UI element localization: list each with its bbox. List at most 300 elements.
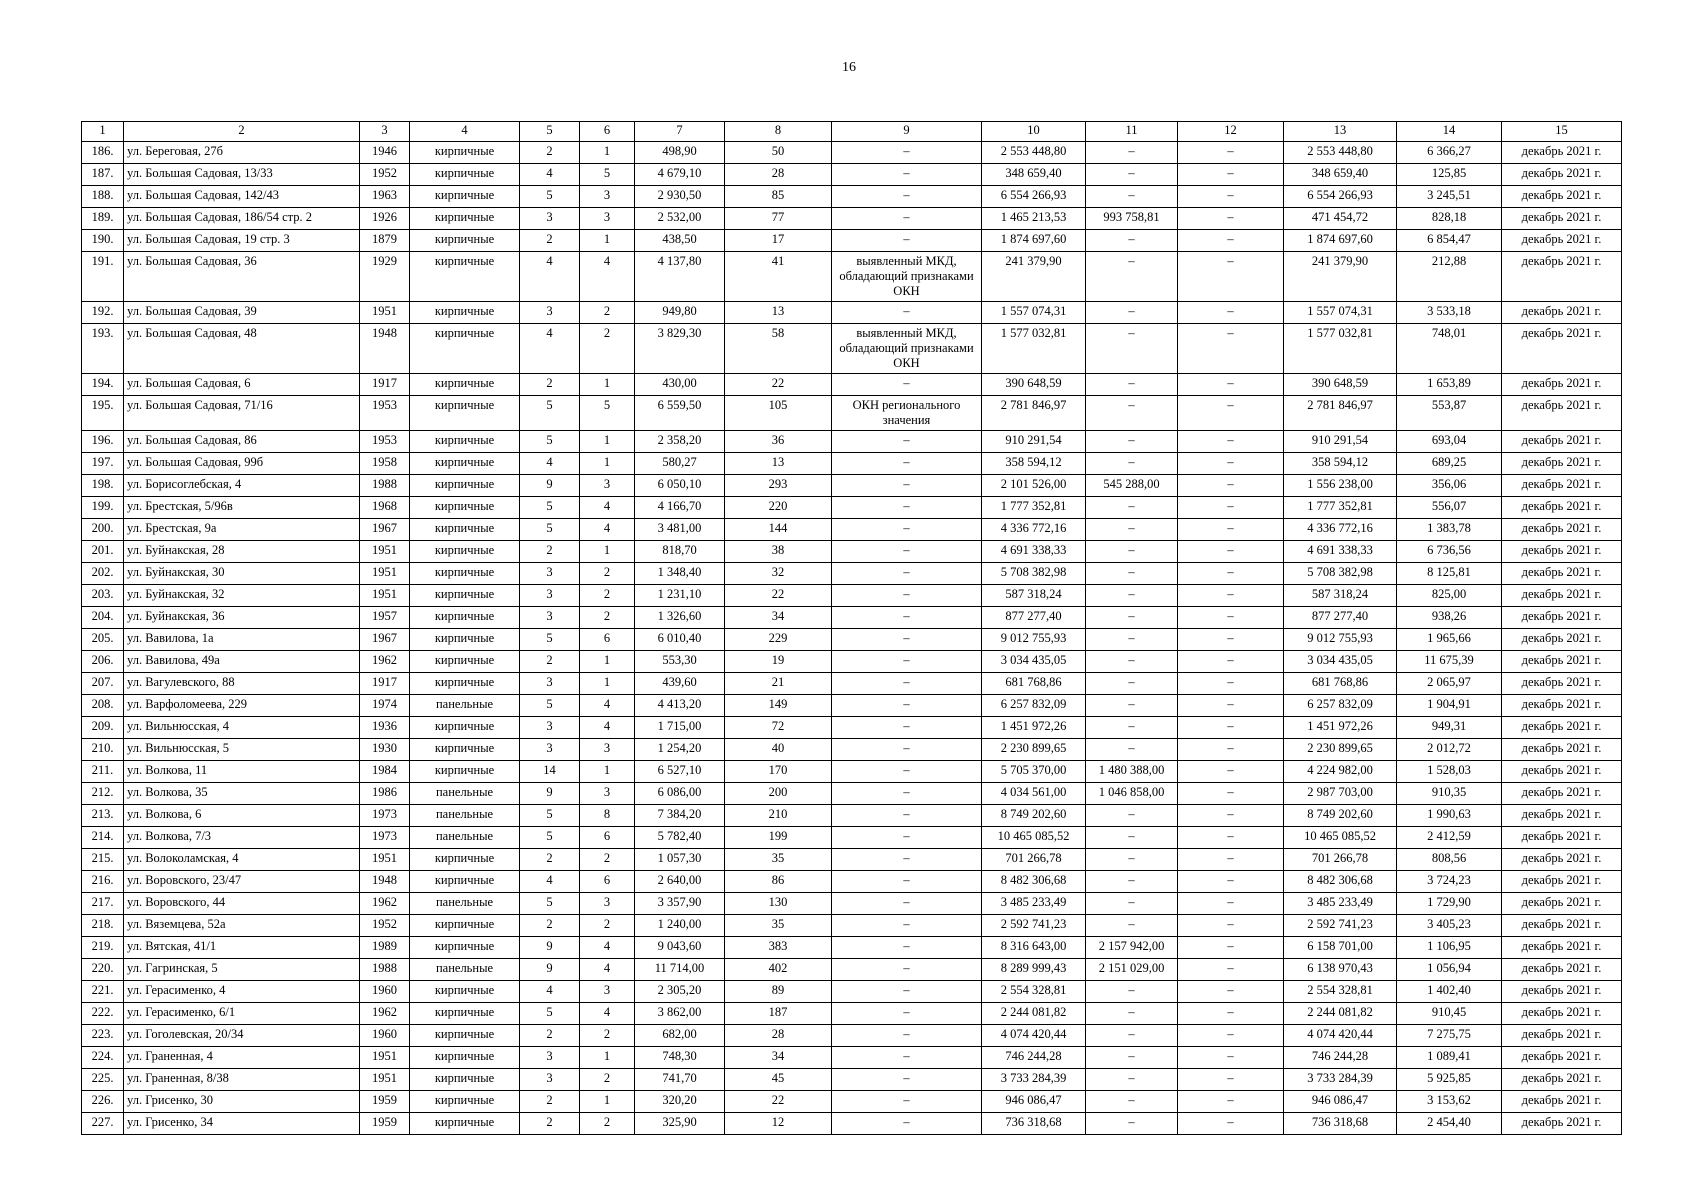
address-cell: ул. Грисенко, 34 — [124, 1113, 360, 1135]
table-cell: 2 — [520, 142, 580, 164]
table-cell: 1953 — [360, 396, 410, 431]
table-row — [82, 497, 1622, 519]
table-cell: – — [1086, 915, 1178, 937]
address-cell: ул. Вяземцева, 52а — [124, 915, 360, 937]
table-cell: 1951 — [360, 849, 410, 871]
table-cell: 4 679,10 — [635, 164, 725, 186]
table-row — [82, 937, 1622, 959]
table-cell: 741,70 — [635, 1069, 725, 1091]
table-cell: 223. — [82, 1025, 124, 1047]
table-cell: 3 481,00 — [635, 519, 725, 541]
table-cell: 3 — [580, 783, 635, 805]
table-cell: кирпичные — [410, 1025, 520, 1047]
table-cell: – — [832, 1003, 982, 1025]
table-cell: 1948 — [360, 324, 410, 374]
table-cell: 5 — [520, 695, 580, 717]
address-cell: ул. Буйнакская, 28 — [124, 541, 360, 563]
table-cell: – — [832, 717, 982, 739]
table-cell: 1 557 074,31 — [982, 302, 1086, 324]
table-cell: 1952 — [360, 164, 410, 186]
table-cell: декабрь 2021 г. — [1502, 453, 1622, 475]
address-cell: ул. Большая Садовая, 19 стр. 3 — [124, 230, 360, 252]
table-cell: – — [832, 783, 982, 805]
table-cell: 4 166,70 — [635, 497, 725, 519]
table-cell: декабрь 2021 г. — [1502, 651, 1622, 673]
table-row — [82, 302, 1622, 324]
table-cell: 1 — [580, 673, 635, 695]
table-cell: 38 — [725, 541, 832, 563]
table-cell: 1 528,03 — [1397, 761, 1502, 783]
table-cell: 6 366,27 — [1397, 142, 1502, 164]
table-cell: декабрь 2021 г. — [1502, 208, 1622, 230]
table-cell: 2 244 081,82 — [1284, 1003, 1397, 1025]
table-cell: 1917 — [360, 673, 410, 695]
table-cell: 2 — [520, 230, 580, 252]
table-cell: декабрь 2021 г. — [1502, 142, 1622, 164]
table-cell: – — [1178, 1003, 1284, 1025]
table-cell: 1917 — [360, 374, 410, 396]
table-cell: декабрь 2021 г. — [1502, 871, 1622, 893]
column-header: 11 — [1086, 122, 1178, 142]
table-cell: 1 480 388,00 — [1086, 761, 1178, 783]
table-cell: 224. — [82, 1047, 124, 1069]
table-cell: 471 454,72 — [1284, 208, 1397, 230]
table-cell: 2 151 029,00 — [1086, 959, 1178, 981]
table-cell: 946 086,47 — [982, 1091, 1086, 1113]
table-cell: – — [832, 761, 982, 783]
table-cell: 1962 — [360, 1003, 410, 1025]
table-cell: – — [1178, 302, 1284, 324]
table-cell: декабрь 2021 г. — [1502, 717, 1622, 739]
table-cell: – — [1178, 519, 1284, 541]
table-cell: кирпичные — [410, 981, 520, 1003]
table-cell: – — [1086, 849, 1178, 871]
table-cell: 1 874 697,60 — [982, 230, 1086, 252]
table-cell: 5 — [520, 497, 580, 519]
table-row — [82, 431, 1622, 453]
table-cell: 9 — [520, 475, 580, 497]
table-cell: кирпичные — [410, 497, 520, 519]
table-cell: – — [1178, 396, 1284, 431]
table-cell: – — [832, 893, 982, 915]
table-cell: 3 — [520, 563, 580, 585]
table-cell: 8 482 306,68 — [1284, 871, 1397, 893]
table-cell: декабрь 2021 г. — [1502, 981, 1622, 1003]
table-cell: 4 074 420,44 — [1284, 1025, 1397, 1047]
table-cell: 21 — [725, 673, 832, 695]
table-cell: 229 — [725, 629, 832, 651]
table-cell: 877 277,40 — [1284, 607, 1397, 629]
table-cell: 218. — [82, 915, 124, 937]
table-cell: – — [1086, 1069, 1178, 1091]
table-cell: 6 527,10 — [635, 761, 725, 783]
table-cell: 736 318,68 — [1284, 1113, 1397, 1135]
table-cell: кирпичные — [410, 142, 520, 164]
table-cell: кирпичные — [410, 937, 520, 959]
table-cell: 5 708 382,98 — [982, 563, 1086, 585]
table-cell: 1988 — [360, 475, 410, 497]
table-cell: 5 — [520, 827, 580, 849]
table-cell: 2 412,59 — [1397, 827, 1502, 849]
table-cell: 7 275,75 — [1397, 1025, 1502, 1047]
table-cell: – — [832, 541, 982, 563]
table-cell: 3 405,23 — [1397, 915, 1502, 937]
table-cell: 1957 — [360, 607, 410, 629]
table-cell: 358 594,12 — [1284, 453, 1397, 475]
address-cell: ул. Волоколамская, 4 — [124, 849, 360, 871]
table-cell: 1 106,95 — [1397, 937, 1502, 959]
table-cell: 681 768,86 — [982, 673, 1086, 695]
table-cell: 28 — [725, 1025, 832, 1047]
table-cell: выявленный МКД, обладающий признаками ОКН — [832, 324, 982, 374]
table-row — [82, 1047, 1622, 1069]
address-cell: ул. Граненная, 4 — [124, 1047, 360, 1069]
table-cell: 2 — [580, 849, 635, 871]
table-cell: 910 291,54 — [1284, 431, 1397, 453]
table-cell: 2 — [580, 607, 635, 629]
table-cell: 215. — [82, 849, 124, 871]
table-cell: декабрь 2021 г. — [1502, 475, 1622, 497]
table-cell: – — [1178, 871, 1284, 893]
table-row — [82, 783, 1622, 805]
table-cell: – — [1086, 805, 1178, 827]
table-cell: 5 708 382,98 — [1284, 563, 1397, 585]
table-cell: 9 012 755,93 — [1284, 629, 1397, 651]
table-cell: 22 — [725, 585, 832, 607]
table-cell: 949,80 — [635, 302, 725, 324]
table-cell: 3 — [520, 208, 580, 230]
table-cell: 8 125,81 — [1397, 563, 1502, 585]
table-cell: декабрь 2021 г. — [1502, 541, 1622, 563]
table-cell: 8 749 202,60 — [982, 805, 1086, 827]
table-cell: 1 653,89 — [1397, 374, 1502, 396]
table-cell: – — [1178, 937, 1284, 959]
table-cell: 189. — [82, 208, 124, 230]
table-cell: – — [1086, 519, 1178, 541]
table-cell: 3 153,62 — [1397, 1091, 1502, 1113]
table-cell: – — [832, 915, 982, 937]
table-cell: 2 — [580, 1025, 635, 1047]
table-cell: 4 691 338,33 — [1284, 541, 1397, 563]
table-cell: 6 854,47 — [1397, 230, 1502, 252]
table-cell: 210. — [82, 739, 124, 761]
table-cell: кирпичные — [410, 519, 520, 541]
table-cell: 3 — [580, 475, 635, 497]
table-cell: 6 — [580, 629, 635, 651]
table-row — [82, 475, 1622, 497]
table-row — [82, 396, 1622, 431]
table-cell: 6 158 701,00 — [1284, 937, 1397, 959]
table-cell: кирпичные — [410, 1047, 520, 1069]
table-cell: 3 533,18 — [1397, 302, 1502, 324]
table-cell: 4 — [580, 959, 635, 981]
table-cell: 7 384,20 — [635, 805, 725, 827]
table-cell: – — [1086, 396, 1178, 431]
table-cell: – — [1178, 563, 1284, 585]
table-cell: 1 577 032,81 — [982, 324, 1086, 374]
table-cell: – — [1178, 475, 1284, 497]
table-cell: 946 086,47 — [1284, 1091, 1397, 1113]
table-cell: – — [1178, 673, 1284, 695]
table-cell: 86 — [725, 871, 832, 893]
table-cell: декабрь 2021 г. — [1502, 1025, 1622, 1047]
column-header: 14 — [1397, 122, 1502, 142]
table-cell: – — [1178, 629, 1284, 651]
table-cell: 580,27 — [635, 453, 725, 475]
table-cell: – — [1086, 717, 1178, 739]
table-row — [82, 1003, 1622, 1025]
table-cell: 213. — [82, 805, 124, 827]
table-cell: – — [1086, 893, 1178, 915]
table-cell: 170 — [725, 761, 832, 783]
table-cell: 5 — [580, 164, 635, 186]
table-cell: 2 640,00 — [635, 871, 725, 893]
table-cell: декабрь 2021 г. — [1502, 629, 1622, 651]
address-cell: ул. Борисоглебская, 4 — [124, 475, 360, 497]
table-cell: 2 930,50 — [635, 186, 725, 208]
table-cell: 201. — [82, 541, 124, 563]
table-cell: декабрь 2021 г. — [1502, 849, 1622, 871]
table-cell: 383 — [725, 937, 832, 959]
table-cell: 2 — [580, 563, 635, 585]
table-cell: – — [832, 374, 982, 396]
table-cell: 746 244,28 — [1284, 1047, 1397, 1069]
table-cell: 193. — [82, 324, 124, 374]
table-cell: 3 — [520, 607, 580, 629]
table-cell: 6 559,50 — [635, 396, 725, 431]
table-cell: 11 714,00 — [635, 959, 725, 981]
table-cell: 1926 — [360, 208, 410, 230]
table-cell: 1 254,20 — [635, 739, 725, 761]
table-cell: 498,90 — [635, 142, 725, 164]
address-cell: ул. Большая Садовая, 186/54 стр. 2 — [124, 208, 360, 230]
table-cell: 6 — [580, 871, 635, 893]
table-cell: 13 — [725, 453, 832, 475]
table-cell: 2 012,72 — [1397, 739, 1502, 761]
table-cell: 6 086,00 — [635, 783, 725, 805]
table-cell: 1973 — [360, 827, 410, 849]
table-cell: 2 — [580, 1113, 635, 1135]
table-cell: – — [832, 607, 982, 629]
table-cell: – — [1086, 230, 1178, 252]
table-cell: 198. — [82, 475, 124, 497]
table-cell: 187 — [725, 1003, 832, 1025]
table-cell: 5 — [520, 519, 580, 541]
table-cell: 5 — [520, 431, 580, 453]
table-cell: – — [832, 475, 982, 497]
table-cell: 210 — [725, 805, 832, 827]
table-cell: 348 659,40 — [982, 164, 1086, 186]
table-cell: кирпичные — [410, 453, 520, 475]
table-cell: 212,88 — [1397, 252, 1502, 302]
header-row — [82, 122, 1622, 142]
table-cell: 2 592 741,23 — [1284, 915, 1397, 937]
table-cell: 6 736,56 — [1397, 541, 1502, 563]
table-cell: 390 648,59 — [1284, 374, 1397, 396]
table-cell: 1 557 074,31 — [1284, 302, 1397, 324]
table-cell: 4 — [520, 252, 580, 302]
table-cell: – — [832, 142, 982, 164]
column-header: 1 — [82, 122, 124, 142]
table-cell: 1963 — [360, 186, 410, 208]
address-cell: ул. Большая Садовая, 6 — [124, 374, 360, 396]
table-cell: 1953 — [360, 431, 410, 453]
table-cell: – — [1086, 827, 1178, 849]
table-cell: 910,45 — [1397, 1003, 1502, 1025]
table-cell: 1 729,90 — [1397, 893, 1502, 915]
table-cell: 6 138 970,43 — [1284, 959, 1397, 981]
table-cell: 1879 — [360, 230, 410, 252]
column-header: 5 — [520, 122, 580, 142]
address-cell: ул. Брестская, 5/96в — [124, 497, 360, 519]
table-cell: 3 034 435,05 — [1284, 651, 1397, 673]
table-cell: – — [1086, 142, 1178, 164]
table-cell: 200. — [82, 519, 124, 541]
table-cell: 3 245,51 — [1397, 186, 1502, 208]
table-cell: 689,25 — [1397, 453, 1502, 475]
table-cell: – — [1178, 186, 1284, 208]
table-cell: 2 781 846,97 — [982, 396, 1086, 431]
table-cell: – — [832, 849, 982, 871]
table-cell: 348 659,40 — [1284, 164, 1397, 186]
table-cell: 1 904,91 — [1397, 695, 1502, 717]
table-cell: 22 — [725, 1091, 832, 1113]
table-cell: 149 — [725, 695, 832, 717]
address-cell: ул. Вильнюсская, 4 — [124, 717, 360, 739]
table-row — [82, 208, 1622, 230]
table-cell: 325,90 — [635, 1113, 725, 1135]
column-header: 15 — [1502, 122, 1622, 142]
table-cell: декабрь 2021 г. — [1502, 673, 1622, 695]
table-cell: 825,00 — [1397, 585, 1502, 607]
table-row — [82, 739, 1622, 761]
table-row — [82, 230, 1622, 252]
table-cell: кирпичные — [410, 717, 520, 739]
table-cell: – — [1086, 374, 1178, 396]
table-cell: 22 — [725, 374, 832, 396]
table-cell: декабрь 2021 г. — [1502, 230, 1622, 252]
table-cell: 1 451 972,26 — [982, 717, 1086, 739]
table-cell: 241 379,90 — [982, 252, 1086, 302]
table-cell: 701 266,78 — [982, 849, 1086, 871]
table-cell: – — [1178, 1047, 1284, 1069]
table-cell: 190. — [82, 230, 124, 252]
table-row — [82, 981, 1622, 1003]
column-header: 12 — [1178, 122, 1284, 142]
table-cell: 746 244,28 — [982, 1047, 1086, 1069]
table-cell: 192. — [82, 302, 124, 324]
table-cell: 910 291,54 — [982, 431, 1086, 453]
table-cell: 438,50 — [635, 230, 725, 252]
table-cell: – — [1086, 651, 1178, 673]
table-cell: кирпичные — [410, 431, 520, 453]
table-cell: 3 — [580, 981, 635, 1003]
table-cell: 6 554 266,93 — [1284, 186, 1397, 208]
table-cell: 4 224 982,00 — [1284, 761, 1397, 783]
table-cell: 40 — [725, 739, 832, 761]
table-cell: декабрь 2021 г. — [1502, 1113, 1622, 1135]
table-cell: кирпичные — [410, 1069, 520, 1091]
table-cell: декабрь 2021 г. — [1502, 374, 1622, 396]
table-cell: декабрь 2021 г. — [1502, 959, 1622, 981]
table-cell: – — [1178, 497, 1284, 519]
table-cell: 1 — [580, 142, 635, 164]
table-cell: 4 336 772,16 — [1284, 519, 1397, 541]
table-cell: 1951 — [360, 541, 410, 563]
table-cell: 9 043,60 — [635, 937, 725, 959]
table-cell: декабрь 2021 г. — [1502, 431, 1622, 453]
table-cell: панельные — [410, 695, 520, 717]
table-cell: 3 — [520, 717, 580, 739]
table-cell: 45 — [725, 1069, 832, 1091]
table-cell: – — [1086, 673, 1178, 695]
table-cell: декабрь 2021 г. — [1502, 937, 1622, 959]
table-cell: – — [832, 959, 982, 981]
table-cell: 197. — [82, 453, 124, 475]
table-cell: 85 — [725, 186, 832, 208]
table-cell: 1974 — [360, 695, 410, 717]
table-cell: 4 — [520, 871, 580, 893]
table-cell: 2 065,97 — [1397, 673, 1502, 695]
table-cell: декабрь 2021 г. — [1502, 761, 1622, 783]
table-cell: 130 — [725, 893, 832, 915]
table-cell: 1 965,66 — [1397, 629, 1502, 651]
address-cell: ул. Вильнюсская, 5 — [124, 739, 360, 761]
table-cell: 1962 — [360, 893, 410, 915]
table-cell: – — [832, 827, 982, 849]
table-cell: 4 — [580, 252, 635, 302]
table-cell: 2 — [520, 1025, 580, 1047]
table-cell: 220. — [82, 959, 124, 981]
table-row — [82, 629, 1622, 651]
table-cell: 1929 — [360, 252, 410, 302]
table-cell: 125,85 — [1397, 164, 1502, 186]
table-cell: – — [832, 695, 982, 717]
table-cell: 3 — [520, 585, 580, 607]
table-row — [82, 959, 1622, 981]
table-cell: 4 336 772,16 — [982, 519, 1086, 541]
table-cell: – — [1086, 1113, 1178, 1135]
table-cell: – — [832, 673, 982, 695]
table-cell: 993 758,81 — [1086, 208, 1178, 230]
table-cell: 36 — [725, 431, 832, 453]
table-cell: 293 — [725, 475, 832, 497]
table-cell: кирпичные — [410, 208, 520, 230]
table-cell: – — [1178, 142, 1284, 164]
table-cell: 3 — [520, 1047, 580, 1069]
table-cell: – — [1178, 761, 1284, 783]
table-cell: 1 577 032,81 — [1284, 324, 1397, 374]
table-cell: 3 862,00 — [635, 1003, 725, 1025]
table-cell: 1 777 352,81 — [982, 497, 1086, 519]
table-cell: 3 — [520, 673, 580, 695]
table-cell: 1 — [580, 1047, 635, 1069]
table-cell: – — [832, 208, 982, 230]
table-cell: – — [1178, 208, 1284, 230]
table-cell: кирпичные — [410, 915, 520, 937]
table-row — [82, 1113, 1622, 1135]
table-cell: 4 413,20 — [635, 695, 725, 717]
table-cell: 5 782,40 — [635, 827, 725, 849]
address-cell: ул. Большая Садовая, 39 — [124, 302, 360, 324]
address-cell: ул. Большая Садовая, 48 — [124, 324, 360, 374]
table-cell: 5 — [520, 1003, 580, 1025]
table-cell: 949,31 — [1397, 717, 1502, 739]
table-cell: панельные — [410, 959, 520, 981]
table-row — [82, 563, 1622, 585]
table-cell: – — [1086, 1047, 1178, 1069]
table-cell: 1 231,10 — [635, 585, 725, 607]
